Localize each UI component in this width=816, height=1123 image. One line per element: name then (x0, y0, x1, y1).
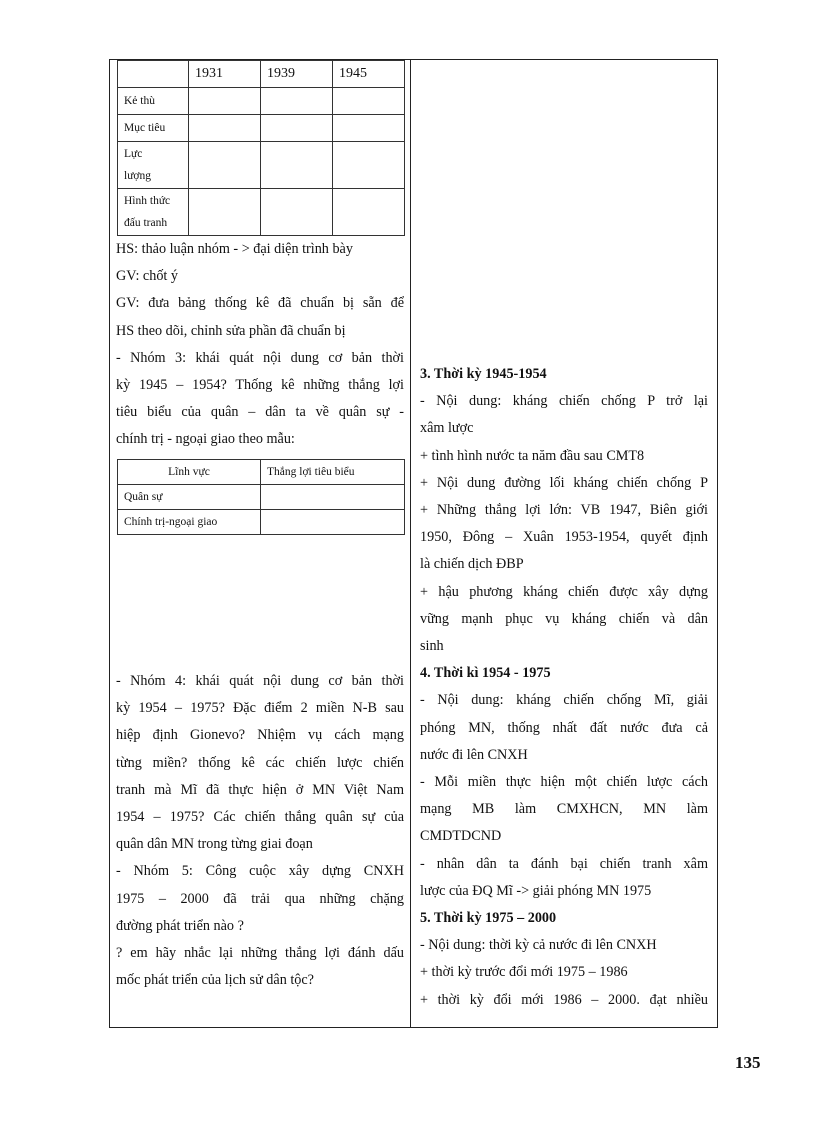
page-number: 135 (735, 1053, 761, 1072)
periods-row (118, 142, 405, 189)
text-line: sinh (420, 638, 444, 655)
text-line: + Những thắng lợi lớn: VB 1947, Biên giới (420, 502, 708, 519)
text-line: đường phát triển nào ? (116, 917, 244, 934)
text-line: ? em hãy nhắc lại những thắng lợi đánh dấu (116, 945, 404, 962)
victories-table (117, 459, 405, 535)
text-line: + hậu phương kháng chiến được xây dựng (420, 583, 708, 600)
year-header: 1939 (261, 61, 333, 88)
text-line: xâm lược (420, 420, 474, 437)
text-line: vững mạnh phục vụ kháng chiến và dân (420, 610, 708, 627)
text-line: - Mỗi miền thực hiện một chiến lược cách (420, 774, 708, 791)
text-line: lược của ĐQ Mĩ -> giải phóng MN 1975 (420, 882, 652, 899)
empty-cell (261, 88, 333, 115)
column-header: Thắng lợi tiêu biểu (261, 460, 405, 485)
text-line: HS: thảo luận nhóm - > đại diện trình bày (116, 241, 353, 257)
text-line: CMDTDCND (420, 828, 502, 845)
text-line: GV: chốt ý (116, 268, 178, 285)
row-label: Lực lượng (118, 142, 189, 189)
text-line: chính trị - ngoại giao theo mẫu: (116, 431, 295, 448)
row-label: Quân sự (118, 485, 261, 510)
left-text-block-a (116, 236, 404, 454)
text-line: - Nội dung: kháng chiến chống P trở lại (420, 393, 708, 410)
text-line: + thời kỳ đổi mới 1986 – 2000. đạt nhiều (420, 991, 708, 1008)
periods-row (118, 115, 405, 142)
empty-cell (333, 189, 405, 236)
text-line: - nhân dân ta đánh bại chiến tranh xâm (420, 855, 708, 872)
text-line: kỳ 1954 – 1975? Đặc điểm 2 miền N-B sau (116, 700, 404, 717)
text-line: tiêu biểu của quân – dân ta về quân sự - (116, 404, 404, 421)
text-line: 1950, Đông – Xuân 1953-1954, quyết định (420, 529, 708, 546)
text-line: + tình hình nước ta năm đầu sau CMT8 (420, 447, 645, 464)
text-line: hiệp định Gionevo? Nhiệm vụ cách mạng (116, 727, 404, 744)
text-line: - Nội dung: thời kỳ cả nước đi lên CNXH (420, 937, 657, 954)
periods-header-row (118, 61, 405, 88)
victories-header-row (118, 460, 405, 485)
periods-row (118, 88, 405, 115)
empty-cell (261, 510, 405, 535)
periods-table (117, 60, 405, 236)
text-line: - Nhóm 4: khái quát nội dung cơ bản thời (116, 673, 404, 689)
empty-cell (261, 142, 333, 189)
row-label: Kẻ thù (118, 88, 189, 115)
year-header: 1931 (189, 61, 261, 88)
row-label: Hình thức đấu tranh (118, 189, 189, 236)
text-line: mạng MB làm CMXHCN, MN làm (420, 801, 708, 818)
empty-cell (189, 142, 261, 189)
column-divider (410, 59, 411, 1028)
header-empty-cell (118, 61, 189, 88)
text-line: mốc phát triển của lịch sử dân tộc? (116, 972, 314, 989)
text-line: - Nội dung: kháng chiến chống Mĩ, giải (420, 692, 708, 709)
text-line: kỳ 1945 – 1954? Thống kê những thắng lợi (116, 377, 404, 394)
right-text-block (420, 361, 708, 1014)
text-line: 1954 – 1975? Các chiến thắng quân sự của (116, 809, 404, 826)
empty-cell (333, 88, 405, 115)
text-line: phóng MN, thống nhất đất nước đưa cả (420, 719, 708, 736)
periods-row (118, 189, 405, 236)
text-line: là chiến dịch ĐBP (420, 556, 524, 573)
empty-cell (261, 115, 333, 142)
text-line: 1975 – 2000 đã trải qua những chặng (116, 890, 404, 907)
section-heading: 4. Thời kì 1954 - 1975 (420, 665, 551, 682)
text-line: - Nhóm 3: khái quát nội dung cơ bản thời (116, 349, 404, 366)
text-line: GV: đưa bảng thống kê đã chuẩn bị sẵn để (116, 295, 404, 312)
empty-cell (333, 115, 405, 142)
text-line: nước đi lên CNXH (420, 746, 528, 763)
victories-row (118, 510, 405, 535)
text-line: + thời kỳ trước đổi mới 1975 – 1986 (420, 964, 628, 981)
empty-cell (333, 142, 405, 189)
section-heading: 3. Thời kỳ 1945-1954 (420, 366, 547, 382)
left-text-block-b (116, 668, 404, 994)
text-line: - Nhóm 5: Công cuộc xây dựng CNXH (116, 863, 404, 880)
empty-cell (189, 115, 261, 142)
empty-cell (189, 88, 261, 115)
text-line: + Nội dung đường lối kháng chiến chống P (420, 474, 708, 491)
empty-cell (261, 189, 333, 236)
column-header: Lĩnh vực (118, 460, 261, 485)
empty-cell (189, 189, 261, 236)
empty-cell (261, 485, 405, 510)
row-label: Chính trị-ngoại giao (118, 510, 261, 535)
text-line: từng miền? thống kê các chiến lược chiến (116, 754, 404, 771)
text-line: quân dân MN trong từng giai đoạn (116, 836, 313, 853)
section-heading: 5. Thời kỳ 1975 – 2000 (420, 910, 557, 927)
text-line: tranh mà Mĩ đã thực hiện ở MN Việt Nam (116, 781, 404, 798)
year-header: 1945 (333, 61, 405, 88)
text-line: HS theo dõi, chỉnh sửa phần đã chuẩn bị (116, 322, 346, 339)
victories-row (118, 485, 405, 510)
row-label: Mục tiêu (118, 115, 189, 142)
